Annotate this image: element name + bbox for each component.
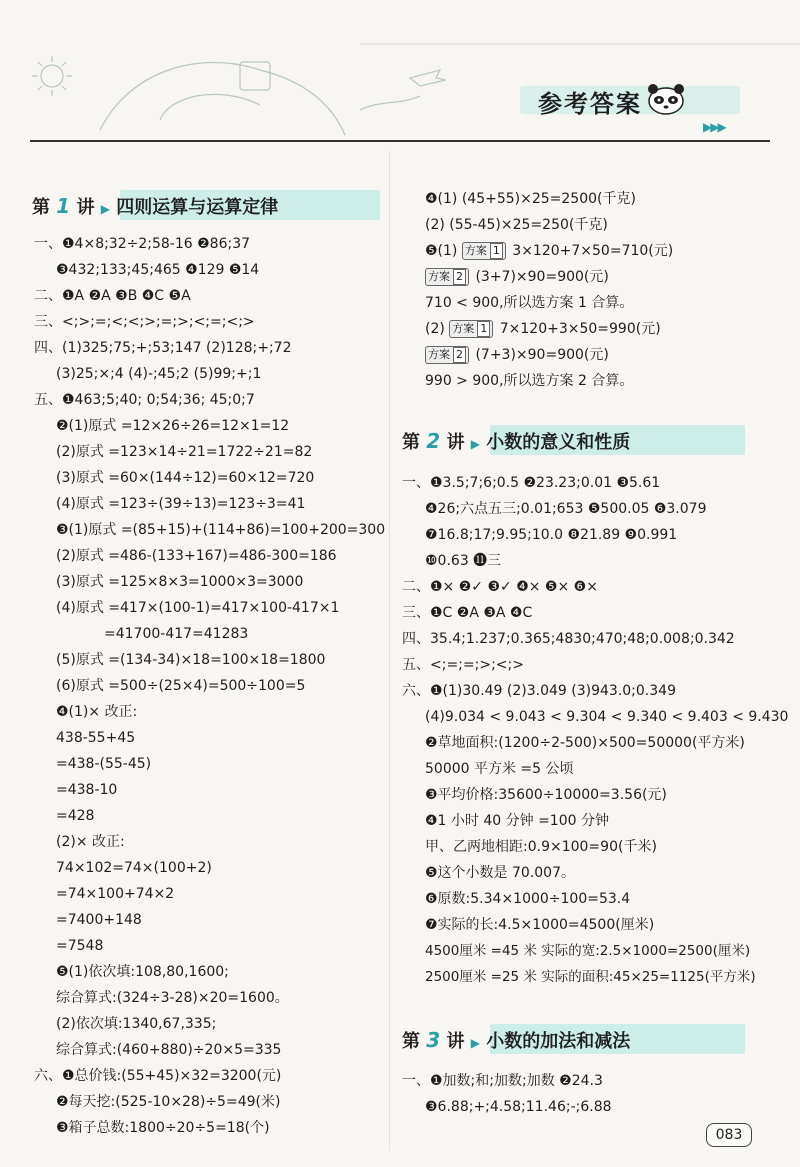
answer-line [425, 346, 609, 364]
answer-line: 四、35.4;1.237;0.365;4830;470;48;0.008;0.342 [402, 631, 735, 647]
answer-line: 甲、乙两地相距:0.9×100=90(千米) [425, 839, 657, 855]
plan-tag [425, 268, 469, 286]
answer-line: =74×100+74×2 [56, 886, 175, 902]
section-header-2: 第 2 讲 ▶ 小数的意义和性质 [400, 425, 750, 455]
answer-line: (3)原式 =125×8×3=1000×3=3000 [56, 574, 304, 590]
answer-line: ❷草地面积:(1200÷2-500)×500=50000(平方米) [425, 735, 745, 751]
answer-line: (2)× 改正: [56, 834, 125, 850]
answer-line: ❻原数:5.34×1000÷100=53.4 [425, 891, 631, 907]
answer-line: ❸箱子总数:1800÷20÷5=18(个) [56, 1120, 270, 1136]
answer-line: 六、❶总价钱:(55+45)×32=3200(元) [34, 1068, 282, 1084]
answer-line: ❿0.63 ⓫三 [425, 553, 502, 569]
plan-tag [462, 242, 506, 260]
answer-line: 二、❶A ❷A ❸B ❹C ❺A [34, 288, 191, 304]
column-divider [389, 150, 390, 1150]
section-header-1: 第 1 讲 ▶ 四则运算与运算定律 [30, 190, 380, 220]
answer-line: (2)原式 =123×14÷21=1722÷21=82 [56, 444, 313, 460]
answer-line: (2)原式 =486-(133+167)=486-300=186 [56, 548, 337, 564]
plan-label: 方案 [428, 270, 450, 283]
answer-line: ❺这个小数是 70.007。 [425, 865, 575, 881]
answer-line: ❸432;133;45;465 ❹129 ❺14 [56, 262, 260, 278]
plan-number: 1 [490, 243, 503, 259]
answer-line: ❼16.8;17;9.95;10.0 ❽21.89 ❾0.991 [425, 527, 678, 543]
plan-number: 2 [453, 347, 466, 363]
answer-line: 二、❶× ❷✓ ❸✓ ❹× ❺× ❻× [402, 579, 598, 595]
answer-prefix: ❺(1) [425, 243, 458, 259]
plan-number: 1 [477, 321, 490, 337]
answer-line: 4500厘米 =45 米 实际的宽:2.5×1000=2500(厘米) [425, 943, 751, 959]
answer-line: 50000 平方米 =5 公顷 [425, 761, 574, 777]
page-title: 参考答案 [538, 90, 642, 118]
answer-line: 四、(1)325;75;+;53;147 (2)128;+;72 [34, 340, 292, 356]
answer-line: 三、<;>;=;<;<;>;=;>;<;=;<;> [34, 314, 255, 330]
answer-line: (4)原式 =417×(100-1)=417×100-417×1 [56, 600, 340, 616]
answer-text: 3×120+7×50=710(元) [512, 243, 674, 259]
answer-text: 7×120+3×50=990(元) [499, 321, 661, 337]
answer-prefix: (2) [425, 321, 445, 337]
answer-line: (5)原式 =(134-34)×18=100×18=1800 [56, 652, 326, 668]
answer-line: ❸6.88;+;4.58;11.46;-;6.88 [425, 1099, 612, 1115]
arrow-icon: ▶ [100, 202, 110, 216]
answer-line: =438-(55-45) [56, 756, 152, 772]
answer-line: 综合算式:(460+880)÷20×5=335 [56, 1042, 282, 1058]
answer-text: (3+7)×90=900(元) [475, 269, 609, 285]
section-title: 四则运算与运算定律 [116, 197, 279, 218]
answer-line: =438-10 [56, 782, 118, 798]
answer-line: 一、❶4×8;32÷2;58-16 ❷86;37 [34, 236, 251, 252]
answer-line: =7400+148 [56, 912, 142, 928]
answer-line: 990 > 900,所以选方案 2 合算。 [425, 373, 634, 389]
answer-line: ❹(1) (45+55)×25=2500(千克) [425, 191, 636, 207]
section-number: 2 [426, 429, 441, 453]
answer-line: ❷每天挖:(525-10×28)÷5=49(米) [56, 1094, 281, 1110]
answer-line: (3)原式 =60×(144÷12)=60×12=720 [56, 470, 315, 486]
answer-line: (2) (55-45)×25=250(千克) [425, 217, 608, 233]
section-number: 3 [426, 1028, 441, 1052]
answer-line: ❼实际的长:4.5×1000=4500(厘米) [425, 917, 655, 933]
answer-line: (4)原式 =123÷(39÷13)=123÷3=41 [56, 496, 306, 512]
answer-line: ❸(1)原式 =(85+15)+(114+86)=100+200=300 [56, 522, 386, 538]
answer-line: =7548 [56, 938, 104, 954]
answer-line: 438-55+45 [56, 730, 136, 746]
answer-line: 74×102=74×(100+2) [56, 860, 212, 876]
section-title: 小数的意义和性质 [486, 432, 631, 453]
arrow-icon: ▶ [470, 1036, 480, 1050]
section-header-3: 第 3 讲 ▶ 小数的加法和减法 [400, 1024, 750, 1054]
answer-line: 710 < 900,所以选方案 1 合算。 [425, 295, 634, 311]
answer-line: ❹(1)× 改正: [56, 704, 138, 720]
answer-line: 三、❶C ❷A ❸A ❹C [402, 605, 533, 621]
answer-line: =41700-417=41283 [104, 626, 249, 642]
answer-line [425, 242, 673, 260]
answer-line: ❺(1)依次填:108,80,1600; [56, 964, 229, 980]
plan-label: 方案 [464, 244, 487, 257]
answer-line: 2500厘米 =25 米 实际的面积:45×25=1125(平方米) [425, 969, 756, 985]
header-banner [520, 80, 780, 124]
plan-label: 方案 [428, 348, 450, 361]
section-number: 1 [56, 194, 71, 218]
answer-line: 一、❶3.5;7;6;0.5 ❷23.23;0.01 ❸5.61 [402, 475, 661, 491]
answer-text: (7+3)×90=900(元) [475, 347, 609, 363]
panda-icon [646, 82, 686, 116]
section-title: 小数的加法和减法 [486, 1031, 631, 1052]
answer-line: ❹26;六点五三;0.01;653 ❺500.05 ❻3.079 [425, 501, 707, 517]
arrow-icon: ▶ [470, 437, 480, 451]
answer-line [425, 320, 661, 338]
answer-line: ❹1 小时 40 分钟 =100 分钟 [425, 813, 609, 829]
answer-line: (4)9.034 < 9.043 < 9.304 < 9.340 < 9.403 < 9.430 [425, 709, 789, 725]
answer-line: ❸平均价格:35600÷10000=3.56(元) [425, 787, 667, 803]
header-illustration [0, 0, 800, 150]
answer-line: =428 [56, 808, 95, 824]
plan-tag [425, 346, 469, 364]
plan-number: 2 [453, 269, 466, 285]
answer-line: 一、❶加数;和;加数;加数 ❷24.3 [402, 1073, 603, 1089]
answer-line: 五、❶463;5;40; 0;54;36; 45;0;7 [34, 392, 255, 408]
answer-line: (6)原式 =500÷(25×4)=500÷100=5 [56, 678, 306, 694]
header-rule [30, 140, 770, 142]
answer-line: (3)25;×;4 (4)-;45;2 (5)99;+;1 [56, 366, 262, 382]
header-arrows-icon: ▶▶▶ [703, 120, 725, 134]
answer-line: 综合算式:(324÷3-28)×20=1600。 [56, 990, 289, 1006]
answer-line: (2)依次填:1340,67,335; [56, 1016, 217, 1032]
answer-line: 五、<;=;=;>;<;> [402, 657, 524, 673]
answer-line [425, 268, 609, 286]
page-number: 083 [706, 1123, 752, 1147]
answer-line: 六、❶(1)30.49 (2)3.049 (3)943.0;0.349 [402, 683, 676, 699]
answer-line: ❷(1)原式 =12×26÷26=12×1=12 [56, 418, 290, 434]
plan-tag [449, 320, 493, 338]
plan-label: 方案 [452, 322, 475, 335]
